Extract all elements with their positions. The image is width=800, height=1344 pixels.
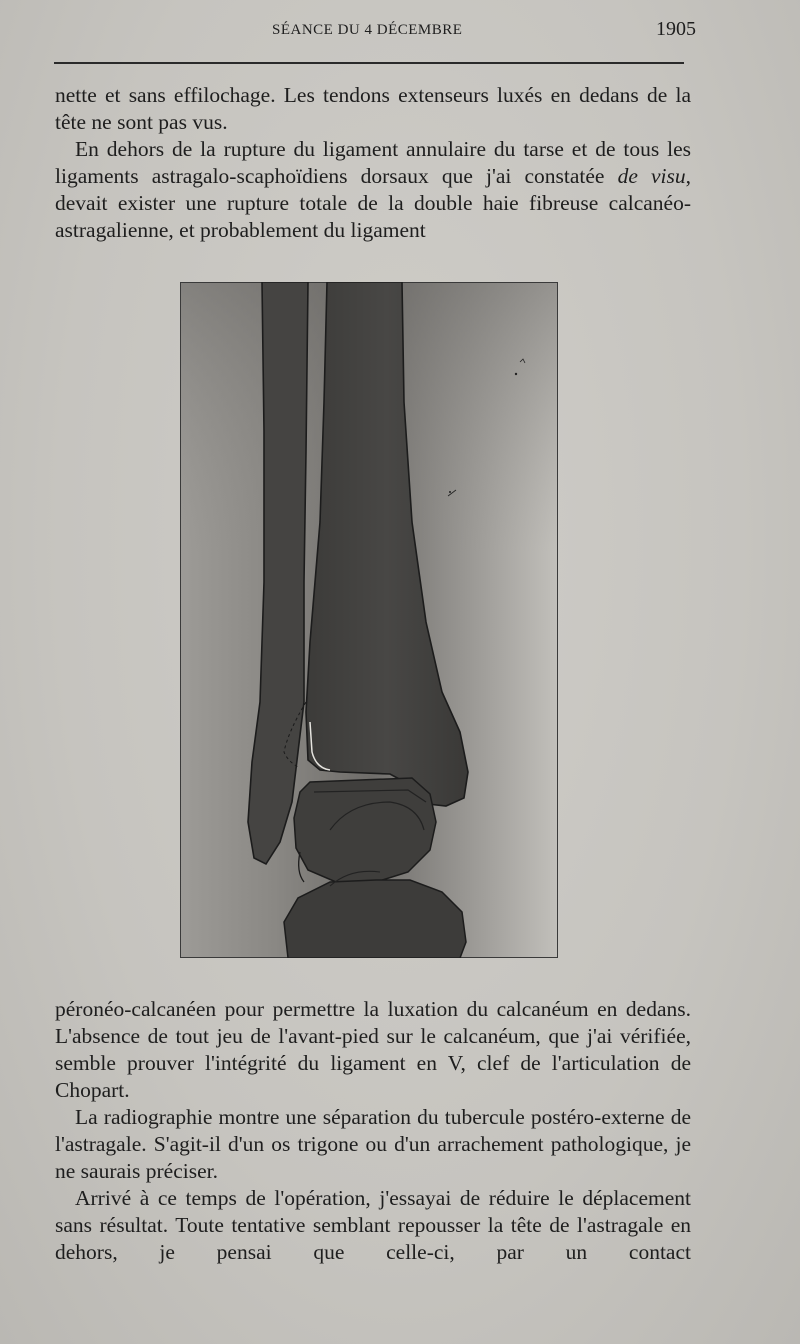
paragraph-3: péronéo-calcanéen pour permettre la luxation du calcanéum en dedans. L'absence de tout jeu de l'avant-pied sur le calcanéum, que j'ai vérifiée, semble prouver l'intégrité du ligament en V, clef de l'articulation de Chopart.	[55, 997, 691, 1102]
paragraph-2-part-b: , devait exister une rupture totale de la double haie fibreuse calcanéo-astragalienne, et probablement du ligament	[55, 164, 691, 242]
running-head-title: SÉANCE DU 4 DÉCEMBRE	[272, 22, 463, 38]
body-text-top	[55, 82, 691, 244]
calcaneum-bone	[284, 880, 466, 958]
paragraph-2-italic: de visu	[617, 164, 686, 188]
page-number: 1905	[656, 18, 696, 40]
ankle-radiograph-image	[180, 282, 558, 958]
paragraph-4: La radiographie montre une séparation du tubercule postéro-externe de l'astragale. S'agit-il d'un os trigone ou d'un arrachement pathologique, je ne saurais préciser.	[55, 1105, 691, 1183]
xray-figure	[180, 282, 558, 958]
body-text-bottom	[55, 996, 691, 1266]
paragraph-5: Arrivé à ce temps de l'opération, j'essayai de réduire le déplacement sans résultat. Toute tentative semblant repousser la tête de l'astragale en dehors, je pensai que celle-ci, par un contact	[55, 1186, 691, 1264]
running-head	[0, 18, 800, 48]
paragraph-2-part-a: En dehors de la rupture du ligament annulaire du tarse et de tous les ligaments astragalo-scaphoïdiens dorsaux que j'ai constatée	[55, 137, 691, 188]
paragraph-2	[55, 136, 691, 244]
header-rule	[54, 62, 684, 64]
paragraph-1: nette et sans effilochage. Les tendons extenseurs luxés en dedans de la tête ne sont pas vus.	[55, 83, 691, 134]
